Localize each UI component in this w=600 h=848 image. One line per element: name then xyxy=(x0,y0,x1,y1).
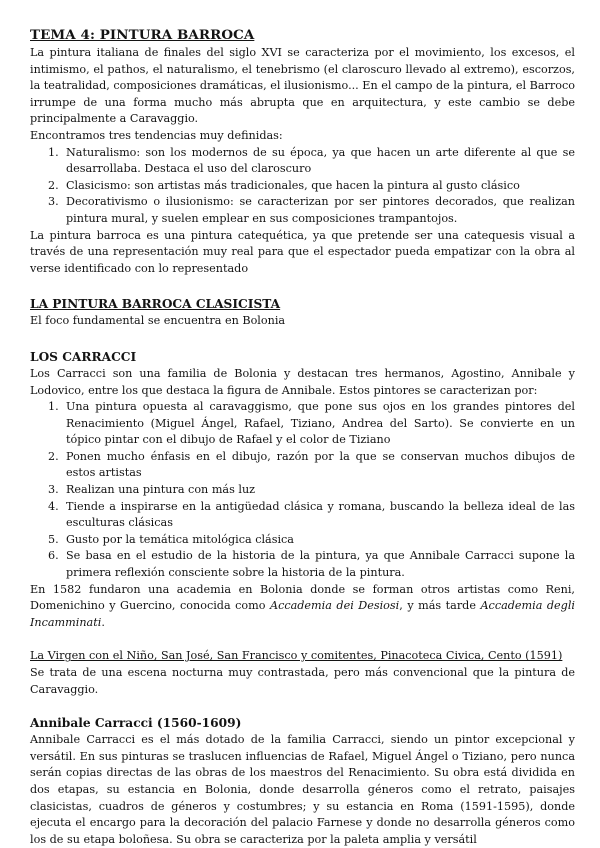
tendencies-list xyxy=(30,145,575,228)
intro-paragraph: La pintura italiana de finales del siglo XVI se caracteriza por el movimiento, los excesos, el intimismo, el pathos, el naturalismo, el tenebrismo (el claroscuro llevado al extremo), escorzos, la teatralidad, composiciones dramáticas, el ilusionismo... En el campo de la pintura, el Barroco irrumpe de una forma mucho más abrupta que en arquitectura, y este cambio se debe principalmente a Caravaggio. xyxy=(30,46,575,126)
academy-name-incamminati: Accademia degli Incamminati xyxy=(30,599,575,629)
clasicista-paragraph: El foco fundamental se encuentra en Bolonia xyxy=(30,314,286,328)
list-item-text: Tiende a inspirarse en la antigüedad clásica y romana, buscando la belleza ideal de las esculturas clásicas xyxy=(66,499,575,530)
academy-paragraph xyxy=(30,582,575,632)
list-number: 3. xyxy=(48,195,59,209)
list-item xyxy=(30,499,575,532)
academy-text-mid: , y más tarde xyxy=(399,599,481,613)
list-item-text: Clasicismo: son artistas más tradicionales, que hacen la pintura al gusto clásico xyxy=(66,178,520,192)
document-page xyxy=(30,26,575,848)
list-item-text: Decorativismo o ilusionismo: se caracterizan por ser pintores decorados, que realizan pintura mural, y suelen emplear en sus composiciones trampantojos. xyxy=(66,195,575,225)
academy-text-end: . xyxy=(101,615,105,629)
list-item xyxy=(30,532,575,549)
list-item xyxy=(30,482,575,499)
list-number: 1. xyxy=(48,145,59,159)
section-heading-clasicista: LA PINTURA BARROCA CLASICISTA xyxy=(30,297,281,312)
academy-name-desiosi: Accademia dei Desiosi xyxy=(269,599,400,613)
list-item xyxy=(30,194,575,227)
list-item-text: Ponen mucho énfasis en el dibujo, razón por la que se conservan muchos dibujos de estos artistas xyxy=(66,449,575,480)
annibale-paragraph: Annibale Carracci es el más dotado de la familia Carracci, siendo un pintor excepcional y versátil. En sus pinturas se traslucen influencias de Rafael, Miguel Ángel o Tiziano, pero nunca serán copias directas de las obras de los maestros del Renacimiento. Su obra está dividida en dos etapas, su estancia en Bolonia, donde desarrolla géneros como el retrato, paisajes clasicistas, cuadros de géneros y costumbres; y su estancia en Roma (1591-1595), donde ejecuta el encargo para la decoración del palacio Farnese y donde no desarrolla géneros como los de su etapa boloñesa. Su obra se caracteriza por la paleta amplia y versátil xyxy=(30,733,575,846)
list-number: 4. xyxy=(48,499,59,513)
list-number: 6. xyxy=(48,549,59,563)
section-heading-carracci: LOS CARRACCI xyxy=(30,349,137,364)
list-item-text: Naturalismo: son los modernos de su época, ya que hacen un arte diferente al que se desarrollaba. Destaca el uso del claroscuro xyxy=(66,145,575,176)
carracci-features-list xyxy=(30,399,575,582)
list-number: 5. xyxy=(48,532,59,546)
academy-text-pre: En 1582 fundaron una academia en Bolonia donde se forman otros artistas como Reni, Domenichino y Guercino, conocida como xyxy=(30,582,575,613)
list-item-text: Realizan una pintura con más luz xyxy=(66,483,256,497)
list-number: 2. xyxy=(48,449,59,463)
page-title: TEMA 4: PINTURA BARROCA xyxy=(30,27,255,43)
list-item xyxy=(30,145,575,178)
list-item xyxy=(30,399,575,449)
list-item xyxy=(30,449,575,482)
carracci-intro: Los Carracci son una familia de Bolonia y destacan tres hermanos, Agostino, Annibale y Lodovico, entre los que destaca la figura de Annibale. Estos pintores se caracterizan por: xyxy=(30,366,575,397)
list-number: 3. xyxy=(48,483,59,497)
list-item-text: Una pintura opuesta al caravaggismo, que pone sus ojos en los grandes pintores del Renacimiento (Miguel Ángel, Rafael, Tiziano, Andrea del Sarto). Se convierte en un tópico pintar con el dibujo de Rafael y el color de Tiziano xyxy=(66,400,575,447)
list-item xyxy=(30,548,575,581)
list-number: 2. xyxy=(48,178,59,192)
list-number: 1. xyxy=(48,400,59,414)
list-item xyxy=(30,178,575,195)
tendencies-intro: Encontramos tres tendencias muy definidas: xyxy=(30,128,283,142)
section-heading-annibale: Annibale Carracci (1560-1609) xyxy=(30,716,242,731)
list-item-text: Gusto por la temática mitológica clásica xyxy=(66,532,294,546)
catechetical-paragraph: La pintura barroca es una pintura catequética, ya que pretende ser una catequesis visual a través de una representación muy real para que el espectador pueda empatizar con la obra al verse identificado con lo representado xyxy=(30,228,575,275)
artwork-description: Se trata de una escena nocturna muy contrastada, pero más convencional que la pintura de Caravaggio. xyxy=(30,666,575,696)
artwork-title: La Virgen con el Niño, San José, San Francisco y comitentes, Pinacoteca Civica, Cento (1591) xyxy=(30,649,563,663)
list-item-text: Se basa en el estudio de la historia de la pintura, ya que Annibale Carracci supone la primera reflexión consciente sobre la historia de la pintura. xyxy=(66,549,575,580)
